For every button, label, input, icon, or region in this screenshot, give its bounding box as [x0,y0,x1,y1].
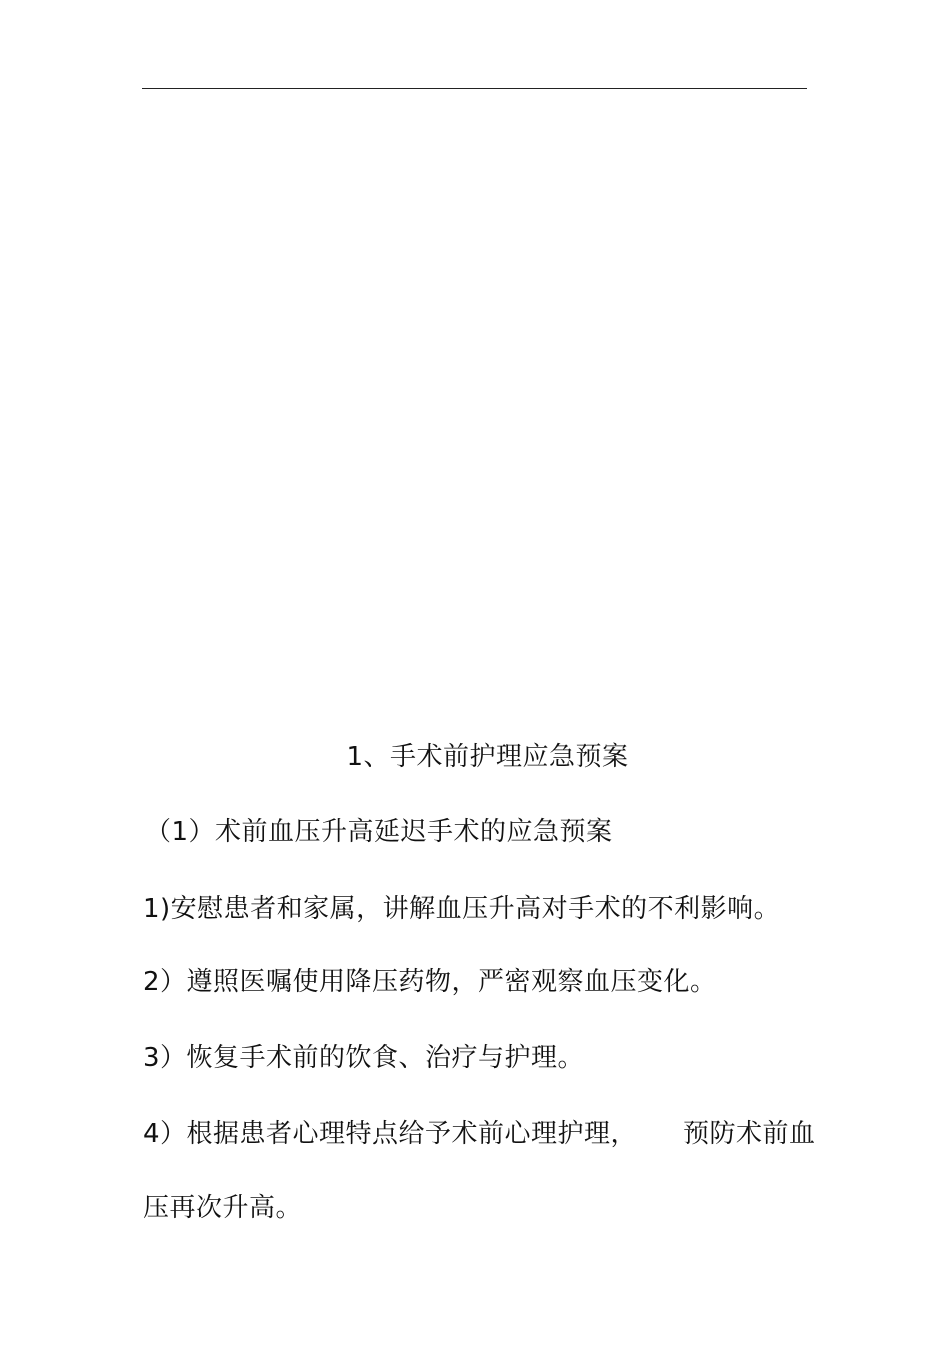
list-item-3: 3）恢复手术前的饮食、治疗与护理。 [143,1043,585,1073]
list-item-2: 2）遵照医嘱使用降压药物，严密观察血压变化。 [143,967,717,997]
list-item-4-part1: 4）根据患者心理特点给予术前心理护理， [143,1119,638,1149]
subsection-title: （1）术前血压升高延迟手术的应急预案 [145,817,613,847]
list-item-4-part2: 预防术前血 [683,1119,816,1149]
list-item-1: 1)安慰患者和家属，讲解血压升高对手术的不利影响。 [143,894,781,924]
header-rule [142,88,807,89]
section-title: 1、手术前护理应急预案 [346,742,629,772]
list-item-4 [143,1117,816,1151]
list-item-4-continuation: 压再次升高。 [143,1193,303,1223]
